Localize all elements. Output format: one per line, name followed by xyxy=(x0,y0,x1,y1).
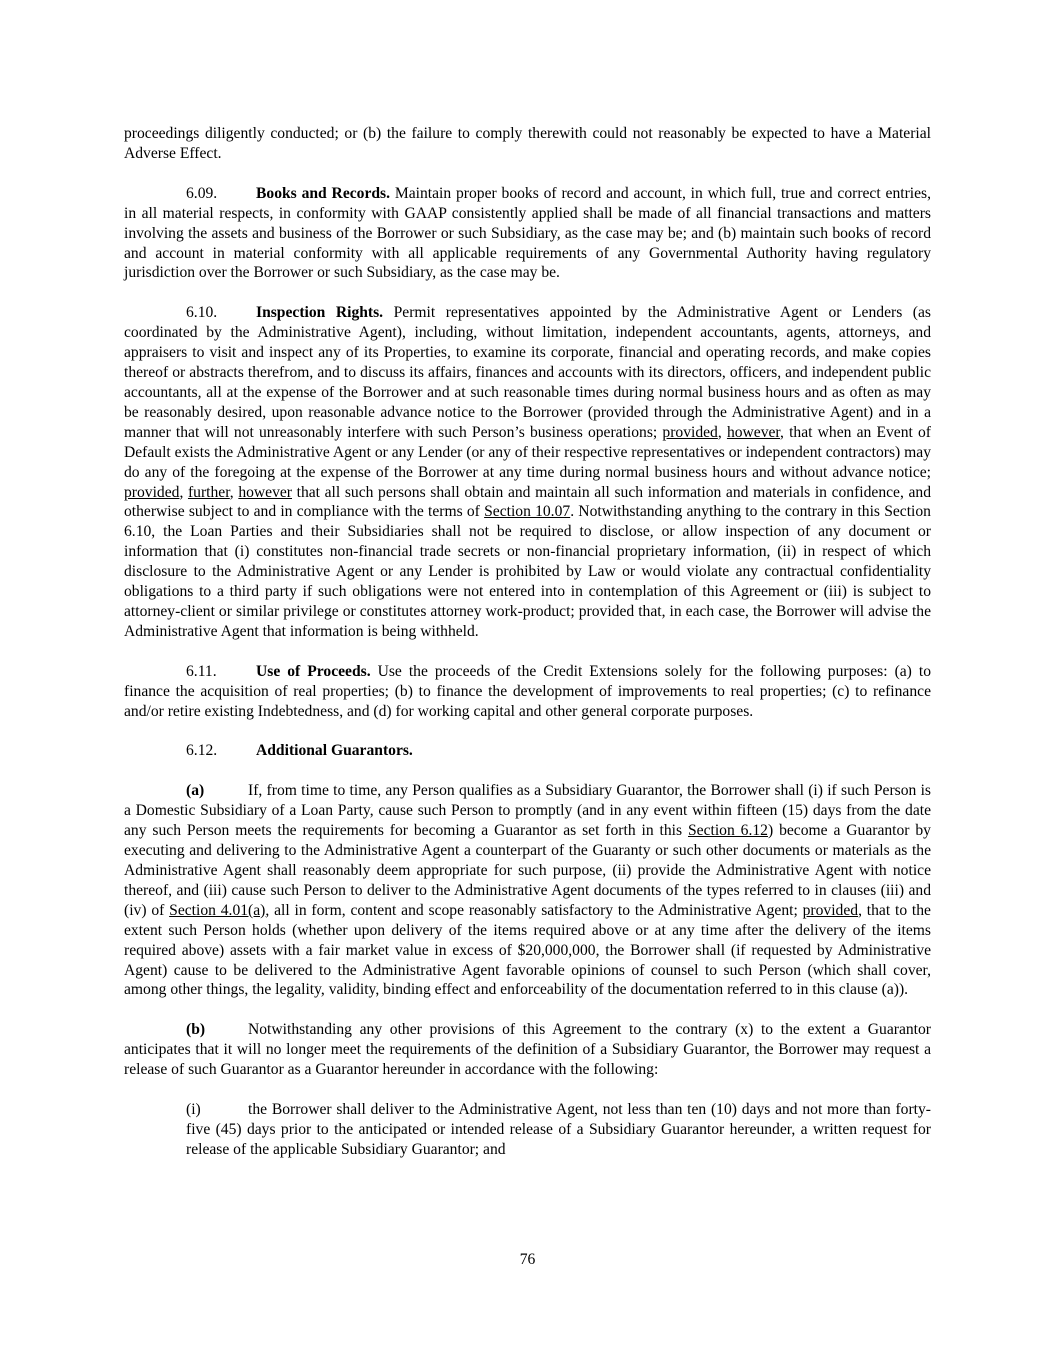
underlined-term: further xyxy=(187,483,230,501)
subsection-text: , all in form, content and scope reasonably satisfactory to the Administrative Agent; xyxy=(265,901,803,919)
clause-label: (i) xyxy=(186,1101,201,1119)
separator: , xyxy=(229,483,239,501)
subsection-b xyxy=(124,1020,931,1080)
section-number: 6.11. xyxy=(186,662,217,680)
section-6-09 xyxy=(124,184,931,284)
section-number: 6.09. xyxy=(186,184,218,202)
section-heading: Use of Proceeds. xyxy=(256,662,371,680)
section-text: Maintain proper books of record and account, in which full, true and correct entries, in all material respects, in conformity with GAAP consistently applied shall be made of all financial transactions and matters involving the assets and business of the Borrower or such Subsidiary, as the case may be; and (b) maintain such books of record and account in material conformity with all applicable requirements of any Governmental Authority having regulatory jurisdiction over the Borrower or such Subsidiary, as the case may be. xyxy=(124,184,931,282)
section-text: . Notwithstanding anything to the contrary in this Section 6.10, the Loan Parties and their Subsidiaries shall not be required to disclose, or allow inspection of any document or information that (i) constitutes non-financial trade secrets or non-financial proprietary information, (ii) in respect of which disclosure to the Administrative Agent or any Lender is prohibited by Law or would violate any contractual confidentiality obligations to a third party if such obligations were not entered into in contemplation of this Agreement or (iii) is subject to attorney-client or similar privilege or constitutes attorney work-product; provided that, in each case, the Borrower will advise the Administrative Agent that information is being withheld. xyxy=(124,503,931,640)
section-text: that all such persons shall obtain and maintain all such information and materials in confidence, and otherwise subject to and in compliance with the terms of xyxy=(124,483,932,521)
section-number: 6.12. xyxy=(186,742,218,760)
subsection-a xyxy=(124,781,931,1000)
section-reference: Section 4.01(a) xyxy=(169,901,266,919)
section-heading: Additional Guarantors. xyxy=(256,742,413,760)
clause-text: the Borrower shall deliver to the Administrative Agent, not less than ten (10) days and not more than forty-five (45) days prior to the anticipated or intended release of a Subsidiary Guarantor hereunder, a written request for release of the applicable Subsidiary Guarantor; and xyxy=(186,1101,931,1158)
section-text: , that when an Event of Default exists the Administrative Agent or any Lender (or any of their respective representatives or independent contractors) may do any of the foregoing at the expense of the Borrower at any time during normal business hours and without advance notice; xyxy=(124,423,931,481)
subsection-label: (a) xyxy=(186,782,205,800)
page-number: 76 xyxy=(519,1251,536,1268)
section-6-12 xyxy=(124,741,931,761)
underlined-term: provided xyxy=(802,901,859,919)
subsection-text: If, from time to time, any Person qualifies as a Subsidiary Guarantor, the Borrower shall (i) if such Person is a Domestic Subsidiary of a Loan Party, cause such Person to promptly (and in any event within fifteen (15) days from the date any such Person meets the requirements for becoming a Guarantor as set forth in this xyxy=(124,782,931,840)
section-text: Use the proceeds of the Credit Extensions solely for the following purposes: (a) to finance the acquisition of real properties; (b) to finance the development of improvements to real properties; (c) to refinance and/or retire existing Indebtedness, and (d) for working capital and other general corporate purposes. xyxy=(124,662,931,720)
section-6-10 xyxy=(124,303,931,641)
paragraph-continued xyxy=(124,124,931,164)
section-reference: Section 6.12 xyxy=(688,822,768,840)
separator: , xyxy=(179,483,188,501)
subsection-label: (b) xyxy=(186,1021,206,1039)
underlined-term: provided xyxy=(662,423,718,441)
section-text: Permit representatives appointed by the Administrative Agent or Lenders (as coordinated by the Administrative Agent), including, without limitation, independent accountants, agents, attorneys, and appraisers to visit and inspect any of its Properties, to examine its corporate, financial and operating records, and make copies thereof or abstracts therefrom, and to discuss its affairs, finances and accounts with its directors, officers, and independent public accountants, all at the expense of the Borrower and at such reasonable times during normal business hours and as often as may be reasonably desired, upon reasonable advance notice to the Borrower (provided through the Administrative Agent) and in a manner that will not unreasonably interfere with such Person’s business operations; xyxy=(124,304,931,441)
underlined-term: provided xyxy=(124,483,180,501)
subsection-text: Notwithstanding any other provisions of this Agreement to the contrary (x) to the extent a Guarantor anticipates that it will no longer meet the requirements of the definition of a Subsidiary Guarantor, the Borrower may request a release of such Guarantor as a Guarantor hereunder in accordance with the following: xyxy=(124,1021,931,1079)
subsection-text: , that to the extent such Person holds (whether upon delivery of the items required above or at any time after the delivery of the items required above) assets with a fair market value in excess of $20,000,000, the Borrower shall (if requested by Administrative Agent) cause to be delivered to the Administrative Agent favorable opinions of counsel to such Person (which shall cover, among other things, the legality, validity, binding effect and enforceability of the documentation referred to in this clause (a)). xyxy=(124,901,931,999)
section-reference: Section 10.07 xyxy=(484,503,571,521)
document-page xyxy=(124,124,931,1180)
underlined-term: however xyxy=(238,483,292,501)
underlined-term: however xyxy=(726,423,781,441)
section-6-11 xyxy=(124,662,931,722)
separator: , xyxy=(717,423,727,441)
clause-i xyxy=(186,1100,931,1160)
paragraph-text: proceedings diligently conducted; or (b) the failure to comply therewith could not reasonably be expected to have a Material Adverse Effect. xyxy=(124,125,931,162)
section-heading: Books and Records. xyxy=(256,184,391,202)
section-heading: Inspection Rights. xyxy=(256,304,384,322)
section-number: 6.10. xyxy=(186,304,218,322)
subsection-text: ) become a Guarantor by executing and delivering to the Administrative Agent a counterpart of the Guaranty or such other documents or materials as the Administrative Agent shall reasonably deem appropriate for such purpose, (ii) provide the Administrative Agent with notice thereof, and (iii) cause such Person to deliver to the Administrative Agent documents of the types referred to in clauses (iii) and (iv) of xyxy=(124,822,931,919)
